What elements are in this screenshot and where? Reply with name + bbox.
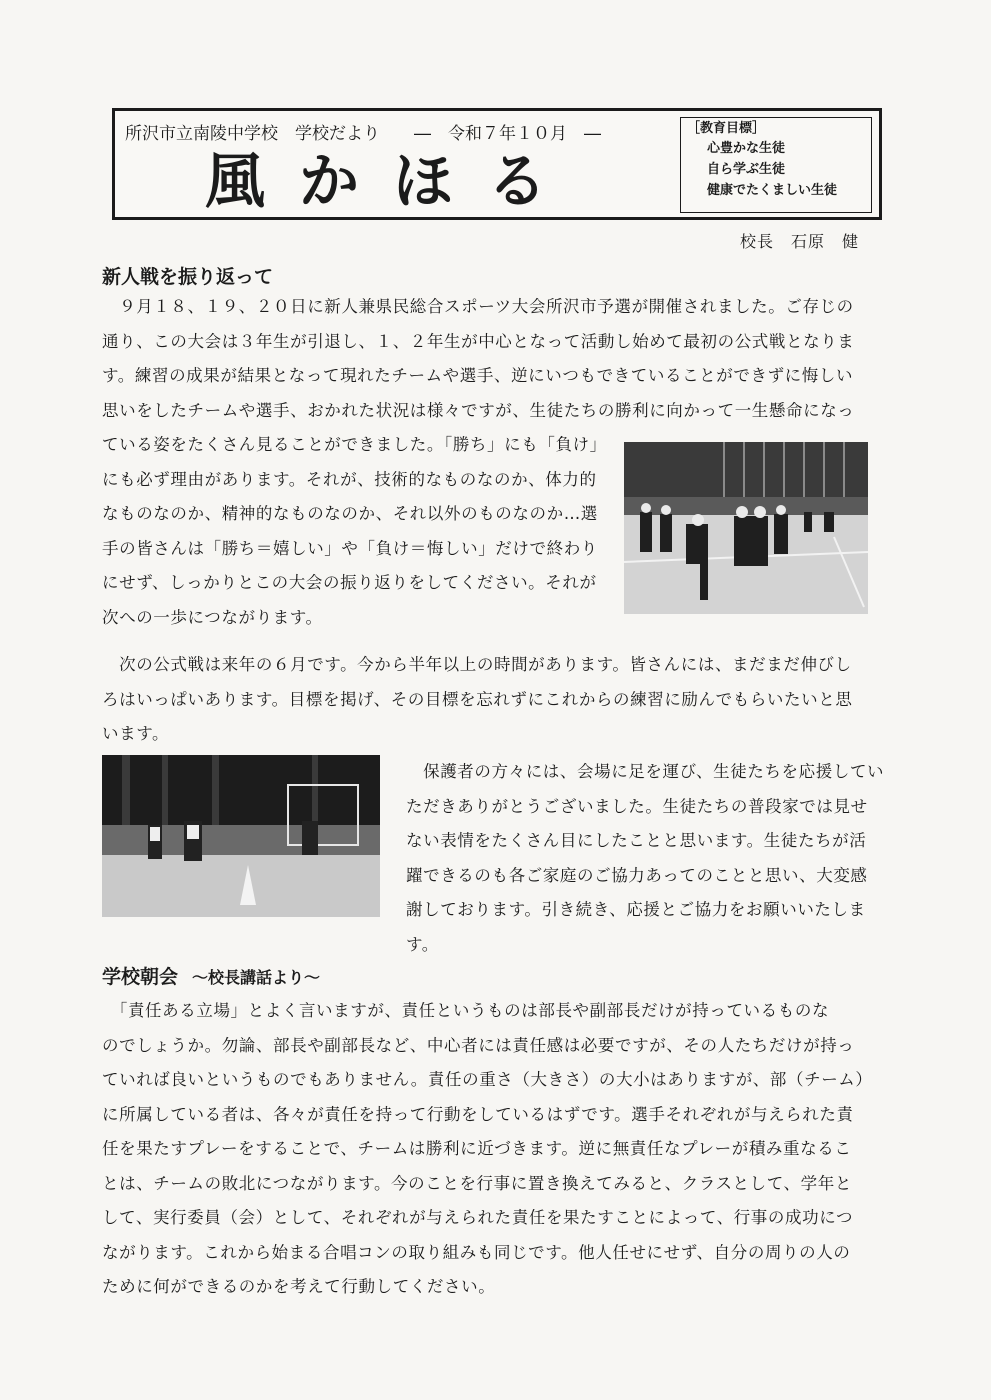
section-subtitle: ～校長講話より～ [192, 968, 321, 987]
text-line: 次への一歩につながります。 [102, 607, 323, 627]
text-line: ている姿をたくさん見ることができました。「勝ち」にも「負け」 [102, 435, 607, 454]
paragraph-1 [102, 290, 892, 428]
school-issue-line: 所沢市立南陵中学校 学校だより ― 令和７年１０月 ― [125, 124, 601, 144]
text-line: に所属している者は、各々が責任を持って行動をしているはずです。選手それぞれが与えられた責 [102, 1104, 854, 1124]
education-goals-box [680, 117, 872, 213]
gym-photo-image [624, 442, 868, 614]
text-line: にせず、しっかりとこの大会の振り返りをしてください。それが [102, 573, 597, 592]
text-line: 保護者の方々には、会場に足を運び、生徒たちを応援してい [406, 762, 885, 781]
education-goal-item: 心豊かな生徒 [707, 141, 786, 156]
text-line: ていれば良いというものでもありません。責任の重さ（大きさ）の大小はありますが、部（チーム） [102, 1070, 873, 1089]
text-line: ながります。これから始まる合唱コンの取り組みも同じです。他人任せにせず、自分の周りの人の [102, 1242, 851, 1262]
text-line: ９月１８、１９、２０日に新人兼県民総合スポーツ大会所沢市予選が開催されました。ご存じの [102, 297, 854, 316]
masthead-box [112, 108, 882, 220]
education-goal-item: 健康でたくましい生徒 [707, 183, 838, 198]
newsletter-title: 風かほる [205, 147, 581, 217]
text-line: 通り、この大会は３年生が引退し、１、２年生が中心となって活動し始めて最初の公式戦となりま [102, 331, 855, 351]
paragraph-1-wrapped [102, 428, 622, 635]
text-line: ろはいっぱいあります。目標を掲げ、その目標を忘れずにこれからの練習に励んでもらいたいと思 [102, 689, 853, 709]
text-line: 思いをしたチームや選手、おかれた状況は様々ですが、生徒たちの勝利に向かって一生懸命になっ [102, 400, 855, 420]
text-line: とは、チームの敗北につながります。今のことを行事に置き換えてみると、クラスとして、学年と [102, 1173, 852, 1193]
text-line: います。 [102, 724, 170, 743]
text-line: にも必ず理由があります。それが、技術的なものなのか、体力的 [102, 469, 597, 489]
principal-byline: 校長 石原 健 [740, 232, 860, 251]
section-title-newcomer-tournament: 新人戦を振り返って [102, 266, 274, 288]
text-line: なものなのか、精神的なものなのか、それ以外のものなのか…選 [102, 504, 598, 523]
photo-gym-match [624, 442, 868, 614]
text-line: のでしょうか。勿論、部長や副部長など、中心者には責任感は必要ですが、その人たちだけが持っ [102, 1035, 855, 1055]
section-title-school-assembly [102, 962, 320, 989]
education-goals-title: ［教育目標］ [687, 121, 766, 136]
text-line: 任を果たすプレーをすることで、チームは勝利に近づきます。逆に無責任なプレーが積み重なるこ [102, 1139, 852, 1158]
text-line: 躍できるのも各ご家庭のご協力あってのことと思い、大変感 [406, 865, 868, 885]
text-line: ない表情をたくさん目にしたことと思います。生徒たちが活 [406, 831, 867, 850]
text-line: 次の公式戦は来年の６月です。今から半年以上の時間があります。皆さんには、まだまだ伸びし [102, 655, 852, 674]
text-line: して、実行委員（会）として、それぞれが与えられた責任を果たすことによって、行事の成功につ [102, 1208, 854, 1227]
text-line: ために何ができるのかを考えて行動してください。 [102, 1277, 496, 1296]
text-line: 手の皆さんは「勝ち＝嬉しい」や「負け＝悔しい」だけで終わり [102, 538, 598, 558]
education-goal-item: 自ら学ぶ生徒 [707, 162, 786, 177]
paragraph-3 [406, 755, 892, 962]
paragraph-assembly [102, 994, 892, 1305]
text-line: 謝しております。引き続き、応援とご協力をお願いいたします。 [406, 900, 866, 954]
photo-track-race [102, 755, 380, 917]
track-photo-image [102, 755, 380, 917]
text-line: ただきありがとうございました。生徒たちの普段家では見せ [406, 796, 868, 816]
section-title-text: 学校朝会 [102, 966, 179, 988]
text-line: す。練習の成果が結果となって現れたチームや選手、逆にいつもできていることができずに悔しい [102, 366, 854, 385]
text-line: 「責任ある立場」とよく言いますが、責任というものは部長や副部長だけが持っているものな [102, 1001, 830, 1020]
paragraph-2 [102, 648, 892, 752]
